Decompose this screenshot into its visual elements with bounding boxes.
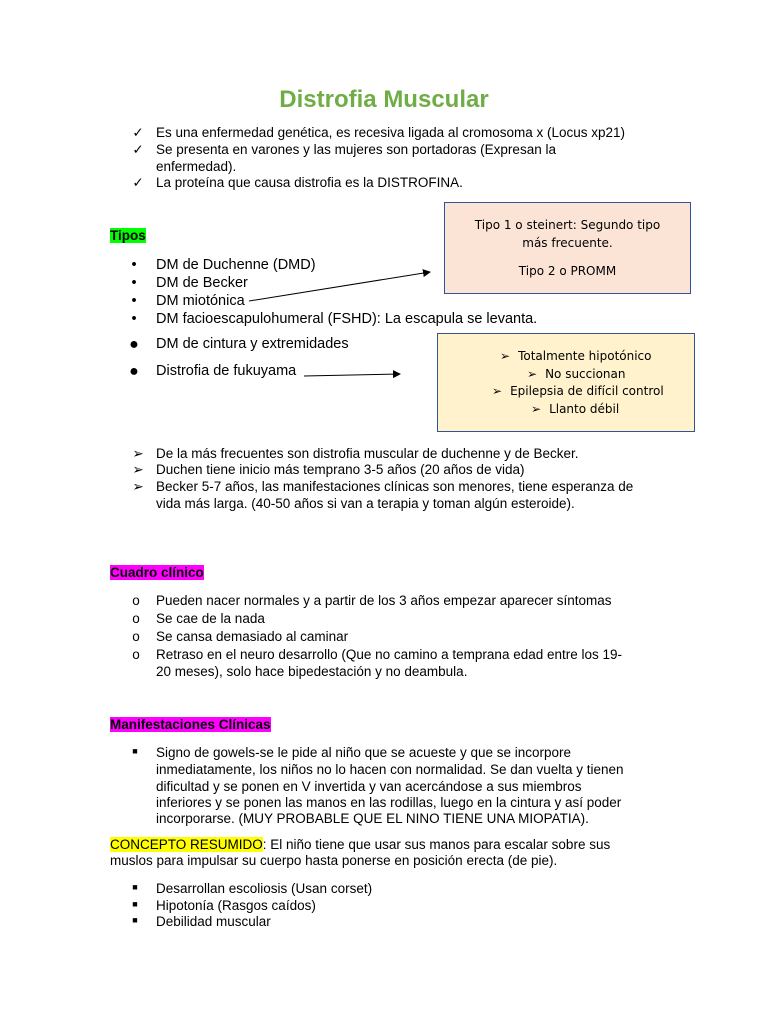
frecuente-item: Becker 5-7 años, las manifestaciones clínicas son menores, tiene esperanza de	[156, 479, 634, 494]
box-item: ➢ No succionan	[527, 367, 626, 381]
circle-bullet-icon: o	[132, 593, 140, 608]
check-icon: ✓	[132, 125, 144, 140]
box-line: Tipo 2 o PROMM	[518, 264, 617, 278]
manifestacion-item: Debilidad muscular	[156, 914, 271, 929]
box-item: ➢ Epilepsia de difícil control	[492, 384, 664, 398]
arrow-to-fukuyama-box	[304, 374, 400, 376]
bullet-icon: •	[131, 311, 137, 327]
circle-bullet-icon: o	[132, 647, 140, 662]
cuadro-item: Se cae de la nada	[156, 611, 265, 626]
arrowhead-bullet-icon: ➢	[527, 367, 538, 381]
manifestaciones-heading: Manifestaciones Clínicas	[110, 717, 271, 732]
cuadro-item: Retraso en el neuro desarrollo (Que no camino a temprana edad entre los 19-	[156, 647, 623, 662]
tipo-item: DM de Becker	[156, 275, 248, 291]
intro-item-cont: enfermedad).	[156, 159, 237, 174]
arrowhead-bullet-icon: ➢	[132, 479, 144, 494]
cuadro-item: Pueden nacer normales y a partir de los 3 años empezar aparecer síntomas	[156, 593, 612, 608]
cuadro-item-cont: 20 meses), solo hace bipedestación y no deambula.	[156, 664, 468, 679]
box-item: ➢ Totalmente hipotónico	[500, 349, 652, 363]
tipos-heading: Tipos	[110, 228, 146, 243]
gowers-line: inmediatamente, los niños no lo hacen con normalidad. Se dan vuelta y tienen	[156, 762, 624, 777]
concepto-text: : El niño tiene que usar sus manos para escalar sobre sus	[262, 837, 611, 852]
intro-item: La proteína que causa distrofia es la DISTROFINA.	[156, 175, 463, 190]
concepto-text-cont: muslos para impulsar su cuerpo hasta ponerse en posición erecta (de pie).	[110, 853, 558, 868]
frecuente-item: Duchen tiene inicio más temprano 3-5 años (20 años de vida)	[156, 462, 525, 477]
cuadro-item: Se cansa demasiado al caminar	[156, 629, 349, 644]
gowers-line: Signo de gowels-se le pide al niño que se acueste y que se incorpore	[156, 745, 572, 760]
bullet-icon: ●	[129, 363, 139, 380]
square-bullet-icon: ■	[132, 899, 138, 909]
arrowhead-bullet-icon: ➢	[500, 349, 511, 363]
tipo-item: DM de Duchenne (DMD)	[156, 257, 316, 273]
check-icon: ✓	[132, 175, 144, 190]
frecuente-item-cont: vida más larga. (40-50 años si van a terapia y toman algún esteroide).	[156, 496, 575, 511]
gowers-line: incorporarse. (MUY PROBABLE QUE EL NINO TIENE UNA MIOPATIA).	[156, 811, 589, 826]
bullet-icon: •	[131, 257, 137, 273]
intro-item: Se presenta en varones y las mujeres son portadoras (Expresan la	[156, 142, 556, 157]
frecuente-item: De la más frecuentes son distrofia muscular de duchenne y de Becker.	[156, 446, 579, 461]
square-bullet-icon: ■	[132, 915, 138, 925]
box-line: más frecuente.	[522, 236, 613, 250]
arrowhead-bullet-icon: ➢	[132, 462, 144, 477]
manifestacion-item: Desarrollan escoliosis (Usan corset)	[156, 881, 373, 896]
intro-item: Es una enfermedad genética, es recesiva ligada al cromosoma x (Locus xp21)	[156, 125, 625, 140]
arrowhead-bullet-icon: ➢	[531, 402, 542, 416]
square-bullet-icon: ■	[132, 882, 138, 892]
arrowhead-bullet-icon: ➢	[132, 446, 144, 461]
square-bullet-icon: ■	[132, 746, 138, 756]
bullet-icon: •	[131, 275, 137, 291]
gowers-line: dificultad y se ponen en V invertida y van acercándose a sus miembros	[156, 779, 582, 794]
circle-bullet-icon: o	[132, 611, 140, 626]
bullet-icon: •	[131, 293, 137, 309]
bullet-icon: ●	[129, 336, 139, 353]
tipo-item: DM miotónica	[156, 293, 245, 309]
tipo-item: Distrofia de fukuyama	[156, 363, 297, 379]
tipo-item: DM de cintura y extremidades	[156, 336, 349, 352]
gowers-line: inferiores y se ponen las manos en las rodillas, luego en la cintura y así poder	[156, 795, 622, 810]
arrow-to-miotonica-box	[249, 272, 430, 301]
page-title: Distrofia Muscular	[279, 86, 489, 113]
box-item: ➢ Llanto débil	[531, 402, 620, 416]
arrowhead-bullet-icon: ➢	[492, 384, 503, 398]
manifestacion-item: Hipotonía (Rasgos caídos)	[156, 898, 316, 913]
circle-bullet-icon: o	[132, 629, 140, 644]
concepto-resumido	[110, 836, 610, 853]
cuadro-heading: Cuadro clínico	[110, 565, 204, 580]
box-line: Tipo 1 o steinert: Segundo tipo	[474, 218, 661, 232]
concepto-label: CONCEPTO RESUMIDO	[110, 837, 263, 852]
check-icon: ✓	[132, 142, 144, 157]
tipo-item: DM facioescapulohumeral (FSHD): La escapula se levanta.	[156, 311, 538, 327]
